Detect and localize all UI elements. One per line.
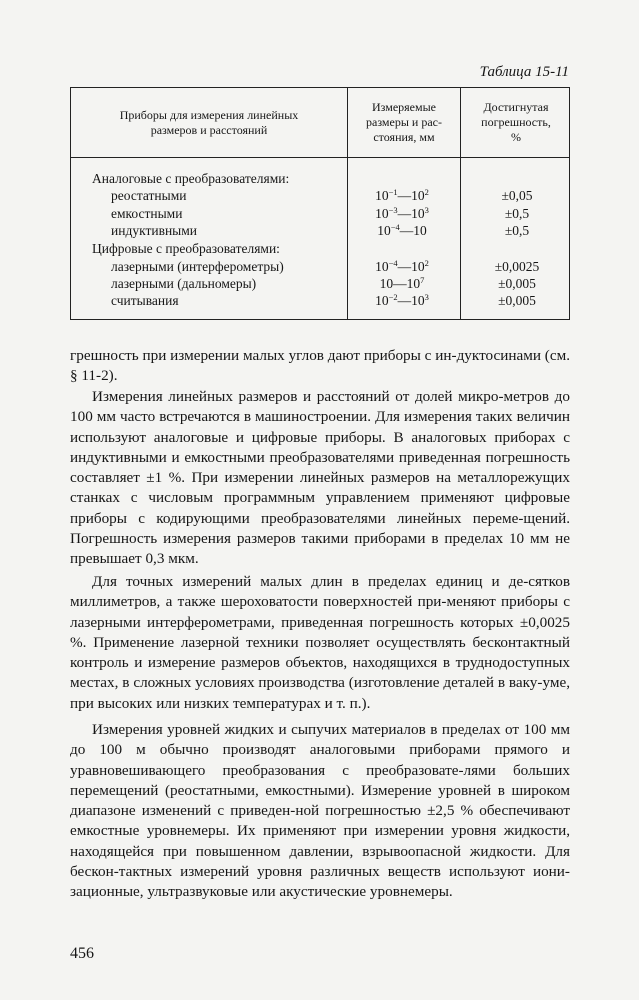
table-row [71, 275, 569, 292]
range-cell [347, 187, 457, 204]
range-value: —10 [397, 258, 425, 274]
header-range: Измеряемые размеры и рас- стояния, мм [366, 100, 442, 144]
range-value: —10 [397, 188, 425, 204]
instrument-name: лазерными (интерферометры) [111, 258, 284, 274]
error-cell: ±0,005 [498, 275, 536, 291]
instrument-name: считывания [111, 293, 179, 309]
range-value: 10 [375, 258, 389, 274]
table-row [71, 240, 569, 257]
range-exponent: 2 [424, 187, 429, 198]
measurement-table [70, 87, 570, 320]
paragraph-laser-interferometers: Для точных измерений малых длин в пределах единиц и де-сятков миллиметров, а также шероховатости поверхностей при-меняют приборы с лазерными интерферометрами, приведенная погрешность которых ±0,0025 %. Применение лазерной техники позволяет осуществлять бесконтактный контроль и измерение размеров объектов, находящихся в труднодоступных местах, в сложных условиях производства (изготовление деталей в ваку-уме, при высоких или низких температурах и т. п.). [70, 573, 570, 712]
range-exponent: −2 [388, 292, 398, 303]
instrument-name: лазерными (дальномеры) [111, 275, 257, 291]
range-value: 10 [375, 293, 389, 309]
range-exponent: −4 [388, 257, 398, 268]
range-value: —10 [397, 205, 425, 221]
range-value: —10 [397, 293, 425, 309]
range-value: 10 [377, 222, 391, 238]
group-label: Цифровые с преобразователями: [92, 241, 280, 257]
paragraph-continuation: грешность при измерении малых углов дают приборы с ин-дуктосинами (см. § 11-2). [70, 347, 570, 385]
range-value: 10 [375, 188, 389, 204]
table-row [71, 258, 569, 275]
header-error: Достигнутая погрешность, % [481, 100, 551, 144]
range-cell [347, 275, 457, 292]
range-cell [347, 205, 457, 222]
range-value: 10—10 [379, 275, 421, 291]
table-row [71, 205, 569, 222]
range-exponent: 3 [424, 204, 429, 215]
range-cell [347, 258, 457, 275]
table-header [71, 88, 569, 158]
range-exponent: −1 [388, 187, 398, 198]
range-exponent: −4 [390, 221, 400, 232]
page-number: 456 [70, 945, 94, 962]
error-cell: ±0,05 [501, 188, 533, 204]
paragraph-level-measurements: Измерения уровней жидких и сыпучих материалов в пределах от 100 мм до 100 м обычно производят аналоговыми приборами прямого и уравновешивающего преобразования с преобразовате-лями больших перемещений (реостатными, емкостными). Измерение уровней в широком диапазоне изменений с приведен-ной погрешностью ±2,5 % обеспечивают емкостные уровнемеры. Их применяют при измерении уровня жидкости, находящейся при повышенном давлении, взрывоопасной жидкости. Для бескон-тактных измерений уровня различных веществ используют иони-зационные, ультразвуковые или акустические уровнемеры. [70, 721, 570, 901]
table-row [71, 187, 569, 204]
error-cell: ±0,5 [504, 222, 530, 238]
table-caption: Таблица 15-11 [479, 64, 569, 80]
range-value: —10 [399, 222, 427, 238]
table-row [71, 170, 569, 187]
header-instruments: Приборы для измерения линейных размеров и расстояний [119, 107, 299, 137]
range-exponent: −3 [388, 204, 398, 215]
instrument-name: реостатными [111, 188, 187, 204]
range-value: 10 [375, 205, 389, 221]
error-cell: ±0,0025 [494, 258, 540, 274]
table-row [71, 222, 569, 239]
group-label: Аналоговые с преобразователями: [92, 171, 290, 186]
range-exponent: 3 [424, 292, 429, 303]
error-cell: ±0,005 [498, 293, 536, 309]
range-exponent: 2 [424, 257, 429, 268]
range-cell [347, 292, 457, 309]
instrument-name: емкостными [111, 205, 183, 221]
paragraph-linear-measurements: Измерения линейных размеров и расстояний от долей микро-метров до 100 мм часто встречаются в машиностроении. Для измерения таких величин используют аналоговые и цифровые приборы. В аналоговых приборах с индуктивными и емкостными преобразователями приведенная погрешность составляет ±1 %. При измерении линейных размеров на металлорежущих станках с числовым программным управлением применяют цифровые приборы с кодирующими преобразователями линейных переме-щений. Погрешность измерения размеров такими приборами в пределах 10 мм не превышает 0,3 мкм. [70, 388, 570, 568]
error-cell: ±0,5 [504, 205, 530, 221]
range-cell [347, 222, 457, 239]
instrument-name: индуктивными [111, 222, 198, 238]
range-exponent: 7 [420, 274, 425, 285]
table-row [71, 292, 569, 309]
